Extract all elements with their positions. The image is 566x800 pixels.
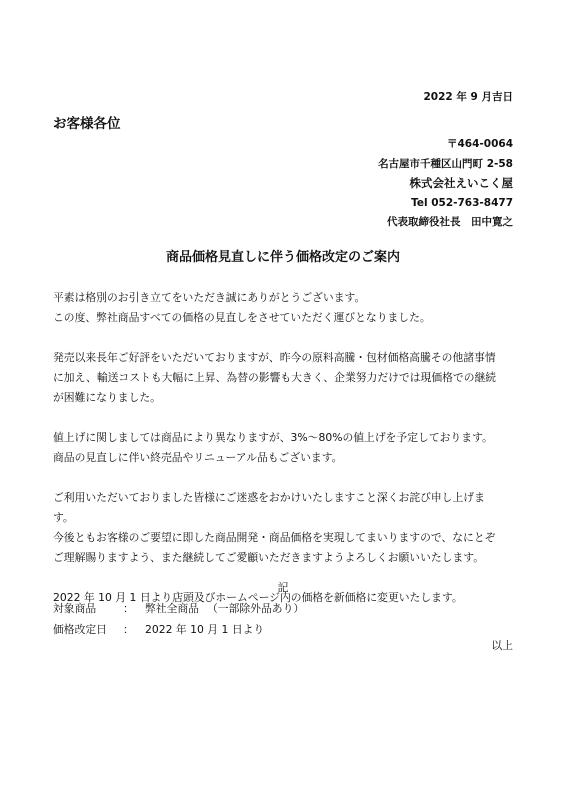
postal-code: 〒464-0064 — [447, 138, 513, 150]
paragraph — [53, 428, 519, 468]
notes-key: 価格改定日 — [53, 623, 107, 636]
closing-mark: 以上 — [491, 639, 513, 652]
body-line: す。 — [53, 511, 74, 524]
body-line: 発売以来長年ご好評をいただいておりますが、昨今の原料高騰・包材価格高騰その他諸事情 — [53, 351, 496, 364]
body-line: 今後ともお客様のご要望に即した商品開発・商品価格を実現してまいりますので、なにとぞ — [53, 531, 496, 544]
body-line: 平素は格別のお引き立てをいただき誠にありがとうございます。 — [53, 291, 366, 304]
notes-extra: （一部除外品あり） — [207, 602, 305, 615]
body-line: に加え、輸送コストも大幅に上昇、為替の影響も大きく、企業努力だけでは現価格での継続 — [53, 371, 497, 384]
body-line: 値上げに関しましては商品により異なりますが、3%～80%の値上げを予定しております。 — [53, 431, 493, 444]
document-body — [53, 288, 519, 628]
notes-row-target — [53, 598, 304, 619]
notes-colon: ： — [123, 623, 134, 636]
notes-value: 弊社全商品 — [145, 602, 199, 615]
notes-colon: ： — [123, 602, 134, 615]
notes-value: 2022 年 10 月 1 日より — [145, 623, 265, 636]
notes-key: 対象商品 — [53, 602, 97, 615]
body-line: 商品の見直しに伴い終売品やリニューアル品もございます。 — [53, 451, 343, 464]
notes-list — [53, 598, 304, 640]
notes-row-date — [53, 619, 304, 640]
representative: 代表取締役社長 田中寛之 — [387, 216, 513, 228]
sender-tel: Tel 052-763-8477 — [411, 196, 513, 209]
body-line: ご理解賜りますよう、また継続してご愛顧いただきますようよろしくお願いいたします。 — [53, 551, 485, 564]
sender-address: 名古屋市千種区山門町 2-58 — [378, 157, 513, 170]
body-line: ご利用いただいておりました皆様にご迷惑をおかけいたしますこと深くお詫び申し上げま — [53, 491, 485, 504]
company-name: 株式会社えいこく屋 — [409, 176, 513, 190]
addressee: お客様各位 — [53, 116, 121, 132]
body-line: この度、弊社商品すべての価格の見直しをさせていただく運びとなりました。 — [53, 311, 431, 324]
document-date: 2022 年 9 月吉日 — [423, 91, 513, 103]
paragraph — [53, 488, 519, 568]
document-title: 商品価格見直しに伴う価格改定のご案内 — [165, 250, 400, 265]
body-line: 2022 年 10 月 1 日より店頭及びホームページ内の価格を新価格に変更いたします。 — [53, 591, 463, 604]
notes-heading: 記 — [277, 581, 289, 594]
paragraph — [53, 348, 519, 408]
body-line: が困難になりました。 — [53, 391, 161, 404]
sender-block — [378, 135, 513, 233]
paragraph — [53, 288, 519, 328]
